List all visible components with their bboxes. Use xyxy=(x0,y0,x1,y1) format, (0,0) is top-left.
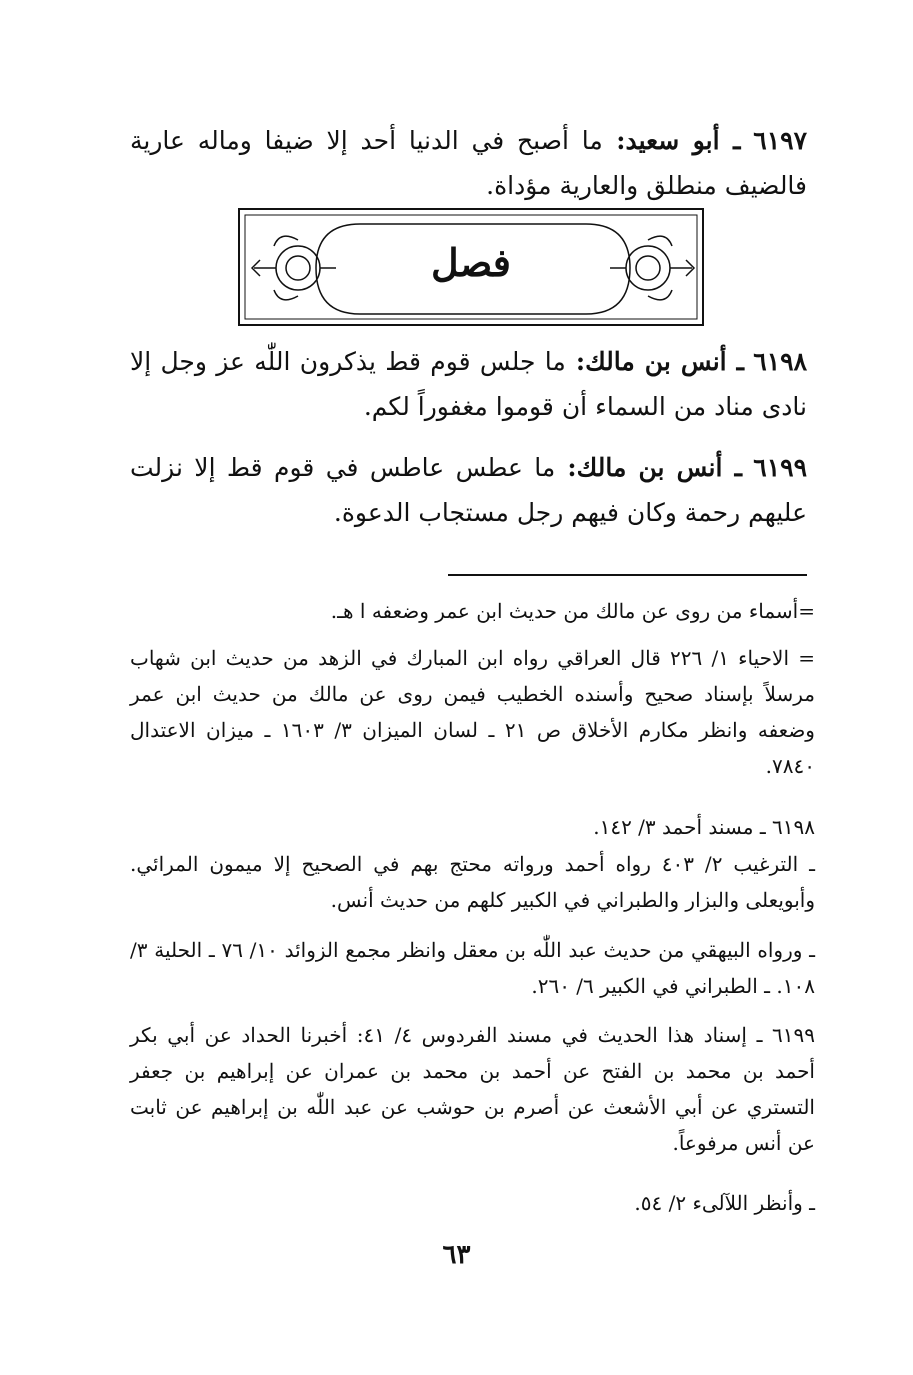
page-number: ٦٣ xyxy=(442,1240,471,1270)
footnote: ـ وأنظر اللآلىء ٢/ ٥٤. xyxy=(634,1191,815,1215)
entry-number: ٦١٩٨ xyxy=(753,347,808,376)
entry-number: ٦١٩٧ xyxy=(753,126,807,155)
entry-number: ٦١٩٩ xyxy=(753,453,808,482)
hadith-entry-6199: ٦١٩٩ ـ أنس بن مالك: ما عطس عاطس في قوم قط إلا نزلت عليهم رحمة وكان فيهم رجل مستجاب الدعوة. xyxy=(130,453,808,527)
footnote: ٦١٩٩ ـ إسناد هذا الحديث في مسند الفردوس ٤/ ٤١: أخبرنا الحداد عن أبي بكر أحمد بن محمد بن الفتح عن أحمد بن محمد بن عمران عن إبراهيم بن جعفر التستري عن أبي الأشعث عن أصرم بن حوشب عن عبد اللّٰه بن إبراهيم عن ثابت عن أنس مرفوعاً. xyxy=(130,1023,815,1155)
entry-narrator: أبو سعيد xyxy=(625,126,720,155)
entry-text: ما أصبح في الدنيا أحد إلا ضيفا وماله عارية فالضيف منطلق والعارية مؤداة. xyxy=(130,126,807,200)
entry-narrator: أنس بن مالك xyxy=(576,453,723,482)
footnote: = الاحياء ١/ ٢٢٦ قال العراقي رواه ابن المبارك في الزهد من حديث ابن شهاب مرسلاً بإسناد صحيح وأسنده الخطيب فيمن روى عن مالك من حديث ابن عمر وضعفه وانظر مكارم الأخلاق ص ٢١ ـ لسان الميزان ٣/ ١٦٠٣ ـ ميزان الاعتدال ٧٨٤٠. xyxy=(130,646,815,778)
footnote: ـ ورواه البيهقي من حديث عبد اللّٰه بن معقل وانظر مجمع الزوائد ١٠/ ٧٦ ـ الحلية ٣/ ١٠٨. ـ الطبراني في الكبير ٦/ ٢٦٠. xyxy=(130,938,815,998)
footnote: ـ الترغيب ٢/ ٤٠٣ رواه أحمد ورواته محتج بهم في الصحيح إلا ميمون المرائي. وأبويعلى والبزار والطبراني في الكبير كلهم من حديث أنس. xyxy=(130,852,815,912)
footnote-divider xyxy=(448,574,807,576)
entry-narrator: أنس بن مالك xyxy=(585,347,727,376)
section-title: فصل xyxy=(431,240,511,285)
footnote: ٦١٩٨ ـ مسند أحمد ٣/ ١٤٢. xyxy=(593,815,815,839)
section-heading-frame xyxy=(238,208,704,326)
hadith-entry-6198: ٦١٩٨ ـ أنس بن مالك: ما جلس قوم قط يذكرون اللّٰه عز وجل إلا نادى مناد من السماء أن قوموا مغفوراً لكم. xyxy=(130,347,808,421)
hadith-entry-6197: ٦١٩٧ ـ أبو سعيد: ما أصبح في الدنيا أحد إلا ضيفا وماله عارية فالضيف منطلق والعارية مؤداة. xyxy=(130,126,807,200)
entry-text: ما جلس قوم قط يذكرون اللّٰه عز وجل إلا نادى مناد من السماء أن قوموا مغفوراً لكم. xyxy=(130,347,807,421)
entry-text: ما عطس عاطس في قوم قط إلا نزلت عليهم رحمة وكان فيهم رجل مستجاب الدعوة. xyxy=(130,453,807,527)
footnote-continuation: =أسماء من روى عن مالك من حديث ابن عمر وضعفه ا هـ. xyxy=(330,599,815,623)
